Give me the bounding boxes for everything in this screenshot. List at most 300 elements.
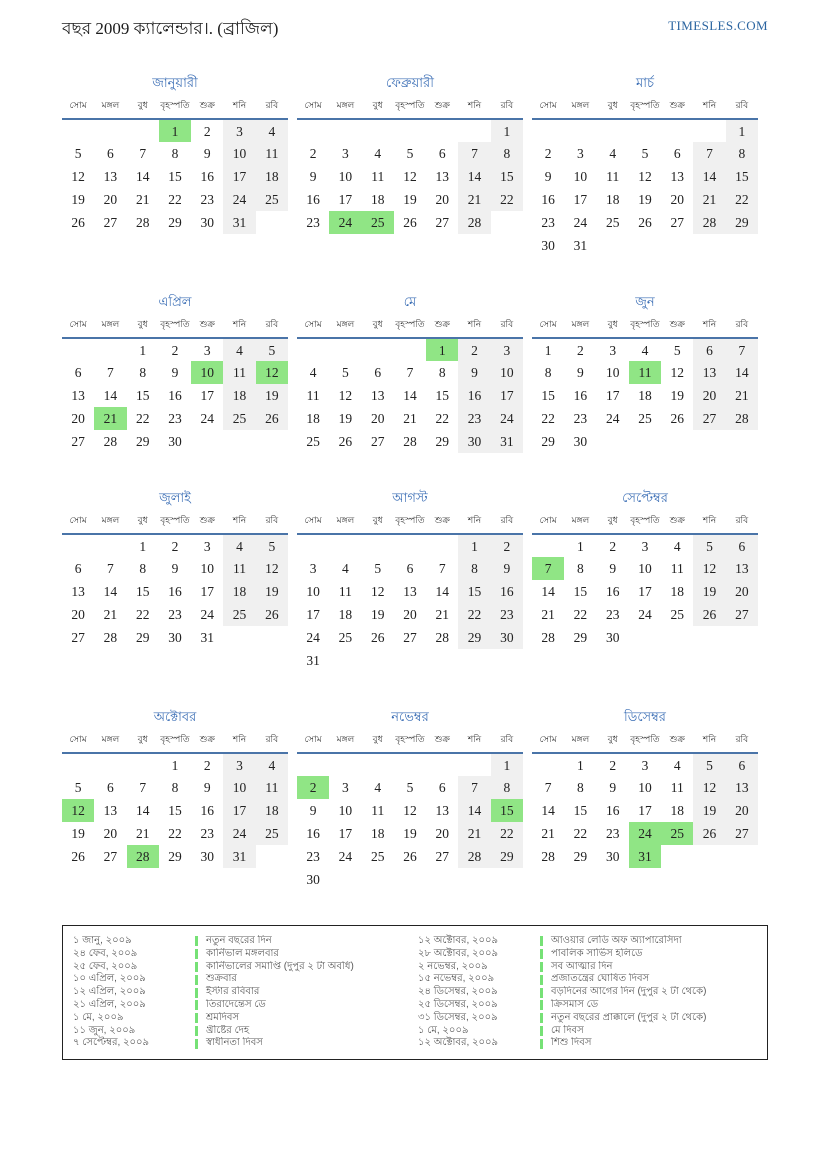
day-cell: 15 [168, 168, 182, 184]
day-cell: 10 [223, 142, 255, 165]
day-cell: 29 [135, 629, 150, 645]
legend-date: ১ মে, ২০০৯ [73, 1011, 124, 1023]
holiday-marker-icon [540, 1026, 543, 1036]
day-cell: 12 [693, 776, 725, 799]
empty-cell [329, 119, 361, 142]
day-cell: 7 [406, 364, 414, 380]
day-cell: 17 [491, 384, 523, 407]
weekday-header: শুক্র [661, 317, 693, 338]
legend-label: ক্রিসমাস ডে [551, 998, 599, 1010]
weekday-header: বৃহস্পতি [394, 98, 426, 119]
weekday-header: শুক্র [426, 317, 458, 338]
holiday-marker-icon [540, 1039, 543, 1049]
day-cell: 14 [135, 802, 150, 818]
legend-label: শিশু দিবস [551, 1037, 592, 1049]
legend-column-right [416, 935, 759, 1050]
day-cell: 11 [371, 168, 385, 184]
month-2 [297, 74, 523, 234]
day-cell: 25 [661, 822, 693, 845]
legend-item [71, 999, 414, 1012]
day-cell: 5 [74, 145, 82, 161]
day-cell: 28 [127, 845, 159, 868]
day-cell: 3 [203, 539, 211, 554]
day-cell: 8 [171, 145, 179, 161]
day-cell: 24 [629, 822, 661, 845]
weekday-header: মঙ্গল [329, 732, 361, 753]
day-cell: 17 [200, 387, 215, 403]
empty-cell [329, 649, 361, 672]
month-title: নভেম্বর [391, 709, 429, 724]
holiday-marker-icon [540, 962, 543, 972]
weekday-header: সোম [62, 732, 94, 753]
month-title: জুলাই [159, 490, 191, 505]
day-cell: 15 [135, 583, 150, 599]
month-1 [62, 74, 288, 234]
legend-label: স্বাধীনতা দিবস [206, 1037, 263, 1049]
day-cell: 12 [256, 361, 288, 384]
empty-cell [458, 649, 490, 672]
day-cell: 6 [726, 534, 758, 557]
day-cell: 9 [577, 364, 584, 380]
day-cell: 4 [223, 338, 255, 361]
day-cell: 6 [74, 364, 82, 380]
empty-cell [394, 534, 426, 557]
legend-label: বড়দিনের আগের দিন (দুপুর ২ টা থেকে) [551, 986, 707, 998]
day-cell: 18 [256, 165, 288, 188]
day-cell: 25 [362, 211, 394, 234]
day-cell: 25 [338, 629, 353, 645]
day-cell: 18 [370, 191, 385, 207]
day-cell: 30 [541, 237, 555, 253]
empty-cell [394, 119, 426, 142]
weekday-header: মঙ্গল [329, 98, 361, 119]
weekday-header: বুধ [127, 98, 159, 119]
legend-label: আওয়ার লেডি অফ অ্যাপারেসিদা [551, 935, 682, 946]
weekday-header: বৃহস্পতি [629, 513, 661, 534]
day-cell: 2 [309, 145, 317, 161]
day-cell: 11 [223, 361, 255, 384]
legend-item [416, 948, 759, 961]
day-cell: 20 [693, 384, 725, 407]
day-cell: 11 [223, 557, 255, 580]
day-cell: 25 [370, 848, 385, 864]
empty-cell [726, 234, 758, 257]
day-cell: 16 [605, 802, 620, 818]
weekday-header: সোম [297, 732, 329, 753]
weekday-header: সোম [532, 732, 564, 753]
day-cell: 13 [726, 557, 758, 580]
day-cell: 17 [638, 583, 652, 599]
weekday-header: রবি [491, 98, 523, 119]
day-cell: 13 [726, 776, 758, 799]
day-cell: 30 [306, 871, 320, 887]
day-cell: 27 [103, 214, 118, 230]
day-cell: 3 [577, 145, 584, 161]
day-cell: 5 [256, 534, 288, 557]
day-cell: 13 [71, 387, 85, 403]
empty-cell [597, 234, 629, 257]
day-cell: 2 [609, 539, 617, 554]
day-cell: 17 [306, 606, 320, 622]
month-table [297, 513, 523, 672]
day-cell: 1 [159, 119, 191, 142]
day-cell: 9 [544, 168, 552, 184]
empty-cell [458, 868, 490, 891]
weekday-header: সোম [62, 98, 94, 119]
empty-cell [62, 119, 94, 142]
day-cell: 13 [103, 802, 118, 818]
weekday-header: বুধ [362, 98, 394, 119]
day-cell: 26 [693, 603, 725, 626]
day-cell: 13 [435, 802, 450, 818]
legend-label: তিরাদেন্তেস ডে [206, 998, 266, 1010]
weekday-header: মঙ্গল [94, 513, 126, 534]
legend-date: ২৫ ফেব, ২০০৯ [73, 960, 138, 972]
day-cell: 11 [256, 776, 288, 799]
day-cell: 21 [135, 191, 150, 207]
day-cell: 1 [139, 343, 147, 358]
weekday-header: রবি [726, 513, 758, 534]
day-cell: 28 [435, 629, 450, 645]
legend-label: প্রজাতন্ত্রের ঘোষিত দিবস [551, 973, 650, 985]
day-cell: 11 [338, 583, 352, 599]
day-cell: 4 [374, 779, 382, 795]
month-table [62, 513, 288, 649]
day-cell: 26 [403, 848, 417, 864]
day-cell: 30 [200, 214, 215, 230]
day-cell: 23 [200, 191, 215, 207]
month-table [532, 317, 758, 453]
day-cell: 19 [670, 387, 685, 403]
day-cell: 21 [458, 822, 490, 845]
day-cell: 15 [168, 802, 182, 818]
day-cell: 23 [306, 848, 320, 864]
day-cell: 26 [256, 407, 288, 430]
day-cell: 9 [491, 557, 523, 580]
empty-cell [362, 338, 394, 361]
empty-cell [62, 753, 94, 776]
month-title: আগস্ট [392, 490, 428, 505]
day-cell: 3 [609, 343, 617, 358]
weekday-header: মঙ্গল [564, 513, 596, 534]
day-cell: 7 [532, 557, 564, 580]
day-cell: 24 [605, 410, 620, 426]
holiday-marker-icon [540, 975, 543, 985]
day-cell: 13 [670, 168, 685, 184]
day-cell: 27 [370, 433, 385, 449]
day-cell: 2 [203, 758, 211, 773]
day-cell: 30 [458, 430, 490, 453]
day-cell: 16 [306, 191, 320, 207]
weekday-header: শুক্র [426, 513, 458, 534]
empty-cell [62, 534, 94, 557]
day-cell: 7 [726, 338, 758, 361]
legend-item [416, 1025, 759, 1038]
day-cell: 10 [638, 560, 652, 576]
day-cell: 28 [135, 214, 150, 230]
day-cell: 5 [693, 753, 725, 776]
day-cell: 20 [670, 191, 685, 207]
day-cell: 24 [338, 848, 353, 864]
day-cell: 28 [458, 211, 490, 234]
day-cell: 24 [223, 822, 255, 845]
legend-label: পাবলিক সার্ভিস হলিডে [551, 947, 643, 959]
weekday-header: মঙ্গল [94, 732, 126, 753]
weekday-header: শুক্র [191, 513, 223, 534]
weekday-header: শনি [223, 513, 255, 534]
day-cell: 5 [406, 145, 414, 161]
day-cell: 14 [541, 583, 555, 599]
day-cell: 21 [726, 384, 758, 407]
day-cell: 24 [638, 606, 652, 622]
day-cell: 19 [638, 191, 652, 207]
holiday-marker-icon [540, 949, 543, 959]
weekday-header: শনি [458, 317, 490, 338]
weekday-header: শুক্র [191, 732, 223, 753]
weekday-header: বুধ [127, 732, 159, 753]
day-cell: 26 [670, 410, 685, 426]
empty-cell [256, 845, 288, 868]
empty-cell [297, 119, 329, 142]
weekday-header: বৃহস্পতি [159, 317, 191, 338]
legend-date: ২১ এপ্রিল, ২০০৯ [73, 998, 146, 1010]
weekday-header: মঙ্গল [94, 98, 126, 119]
weekday-header: সোম [297, 98, 329, 119]
empty-cell [394, 753, 426, 776]
day-cell: 19 [256, 580, 288, 603]
weekday-header: বৃহস্পতি [159, 732, 191, 753]
day-cell: 24 [573, 214, 588, 230]
day-cell: 14 [103, 387, 118, 403]
day-cell: 14 [726, 361, 758, 384]
day-cell: 12 [256, 557, 288, 580]
day-cell: 6 [107, 145, 114, 161]
empty-cell [362, 868, 394, 891]
legend-date: ১৫ নভেম্বর, ২০০৯ [418, 973, 495, 985]
holiday-marker-icon [540, 1000, 543, 1010]
day-cell: 29 [458, 626, 490, 649]
legend-item [71, 1012, 414, 1025]
day-cell: 20 [370, 410, 385, 426]
empty-cell [491, 649, 523, 672]
weekday-header: শনি [223, 732, 255, 753]
day-cell: 26 [256, 603, 288, 626]
day-cell: 29 [135, 433, 150, 449]
day-cell: 29 [435, 433, 450, 449]
site-link[interactable]: TIMESLES.COM [668, 18, 768, 33]
page-title: বছর 2009 ক্যালেন্ডার।. (ব্রাজিল) [62, 19, 279, 38]
day-cell: 12 [670, 364, 685, 380]
weekday-header: রবি [256, 732, 288, 753]
day-cell: 14 [403, 387, 417, 403]
weekday-header: বুধ [597, 98, 629, 119]
holiday-marker-icon [195, 936, 198, 946]
empty-cell [94, 534, 126, 557]
weekday-header: বুধ [362, 317, 394, 338]
weekday-header: রবি [726, 317, 758, 338]
day-cell: 25 [670, 606, 685, 622]
day-cell: 25 [306, 433, 320, 449]
day-cell: 4 [342, 560, 349, 576]
empty-cell [458, 119, 490, 142]
empty-cell [127, 753, 159, 776]
empty-cell [532, 119, 564, 142]
day-cell: 24 [200, 410, 215, 426]
weekday-header: মঙ্গল [564, 732, 596, 753]
day-cell: 8 [458, 557, 490, 580]
day-cell: 28 [403, 433, 417, 449]
legend-item [71, 935, 414, 948]
day-cell: 19 [256, 384, 288, 407]
day-cell: 18 [256, 799, 288, 822]
weekday-header: রবি [491, 317, 523, 338]
month-table [297, 98, 523, 234]
day-cell: 19 [693, 799, 725, 822]
day-cell: 22 [168, 191, 182, 207]
weekday-header: বৃহস্পতি [394, 513, 426, 534]
day-cell: 19 [693, 580, 725, 603]
day-cell: 10 [338, 802, 353, 818]
weekday-header: শুক্র [661, 732, 693, 753]
day-cell: 13 [370, 387, 385, 403]
empty-cell [191, 430, 223, 453]
weekday-header: সোম [297, 513, 329, 534]
weekday-header: বুধ [127, 317, 159, 338]
holiday-marker-icon [195, 962, 198, 972]
month-8 [297, 489, 523, 672]
day-cell: 6 [726, 753, 758, 776]
day-cell: 2 [458, 338, 490, 361]
month-table [532, 513, 758, 649]
day-cell: 24 [200, 606, 215, 622]
day-cell: 23 [458, 407, 490, 430]
legend-item [71, 948, 414, 961]
legend-date: ৩১ ডিসেম্বর, ২০০৯ [418, 1011, 498, 1023]
empty-cell [256, 211, 288, 234]
empty-cell [127, 119, 159, 142]
day-cell: 17 [200, 583, 215, 599]
empty-cell [94, 119, 126, 142]
empty-cell [629, 430, 661, 453]
day-cell: 31 [573, 237, 588, 253]
day-cell: 25 [223, 407, 255, 430]
day-cell: 15 [491, 799, 523, 822]
legend-date: ২৮ অক্টোবর, ২০০৯ [418, 947, 498, 959]
weekday-header: শুক্র [661, 513, 693, 534]
day-cell: 28 [103, 433, 118, 449]
weekday-header: সোম [532, 513, 564, 534]
day-cell: 10 [638, 779, 652, 795]
day-cell: 5 [693, 534, 725, 557]
empty-cell [297, 338, 329, 361]
empty-cell [491, 211, 523, 234]
day-cell: 10 [191, 361, 223, 384]
legend-label: কার্নিভালের সমাপ্তি (দুপুর ২ টা অবধি) [206, 960, 354, 972]
day-cell: 2 [491, 534, 523, 557]
day-cell: 9 [309, 802, 317, 818]
day-cell: 22 [458, 603, 490, 626]
day-cell: 30 [605, 848, 620, 864]
empty-cell [726, 626, 758, 649]
day-cell: 19 [370, 606, 385, 622]
empty-cell [597, 430, 629, 453]
day-cell: 29 [573, 629, 588, 645]
empty-cell [223, 626, 255, 649]
weekday-header: শনি [223, 317, 255, 338]
day-cell: 21 [541, 825, 555, 841]
legend-item [416, 1012, 759, 1025]
month-3 [532, 74, 758, 257]
month-title: অক্টোবর [153, 709, 197, 724]
legend-date: ১২ এপ্রিল, ২০০৯ [73, 986, 146, 998]
day-cell: 23 [605, 606, 620, 622]
day-cell: 31 [306, 652, 320, 668]
day-cell: 21 [135, 825, 150, 841]
empty-cell [329, 868, 361, 891]
day-cell: 16 [200, 802, 215, 818]
day-cell: 8 [491, 776, 523, 799]
holiday-marker-icon [195, 1039, 198, 1049]
day-cell: 12 [403, 802, 417, 818]
day-cell: 16 [306, 825, 320, 841]
legend-item [71, 961, 414, 974]
day-cell: 21 [541, 606, 555, 622]
day-cell: 25 [256, 822, 288, 845]
day-cell: 16 [573, 387, 588, 403]
day-cell: 1 [458, 534, 490, 557]
day-cell: 21 [94, 407, 126, 430]
day-cell: 19 [71, 825, 85, 841]
day-cell: 7 [693, 142, 725, 165]
day-cell: 18 [306, 410, 320, 426]
day-cell: 7 [139, 145, 147, 161]
empty-cell [362, 753, 394, 776]
month-table [62, 98, 288, 234]
day-cell: 3 [309, 560, 317, 576]
weekday-header: শনি [458, 98, 490, 119]
weekday-header: শনি [458, 732, 490, 753]
weekday-header: মঙ্গল [94, 317, 126, 338]
legend-label: ইস্টার রবিবার [206, 986, 260, 998]
empty-cell [223, 430, 255, 453]
day-cell: 27 [71, 433, 85, 449]
empty-cell [629, 626, 661, 649]
weekday-header: বৃহস্পতি [159, 513, 191, 534]
day-cell: 4 [673, 758, 681, 773]
day-cell: 1 [577, 758, 584, 773]
day-cell: 4 [673, 539, 681, 554]
day-cell: 28 [103, 629, 118, 645]
day-cell: 13 [71, 583, 85, 599]
day-cell: 15 [726, 165, 758, 188]
day-cell: 14 [135, 168, 150, 184]
empty-cell [726, 430, 758, 453]
weekday-header: শুক্র [426, 98, 458, 119]
day-cell: 10 [223, 776, 255, 799]
month-title: সেপ্টেম্বর [622, 490, 668, 505]
month-title: ডিসেম্বর [624, 709, 666, 724]
weekday-header: রবি [726, 98, 758, 119]
month-title: জানুয়ারী [152, 75, 198, 90]
day-cell: 21 [403, 410, 417, 426]
legend-column-left [71, 935, 414, 1050]
day-cell: 16 [541, 191, 555, 207]
weekday-header: শনি [693, 98, 725, 119]
day-cell: 14 [693, 165, 725, 188]
empty-cell [661, 119, 693, 142]
legend-item [71, 1025, 414, 1038]
weekday-header: শনি [458, 513, 490, 534]
